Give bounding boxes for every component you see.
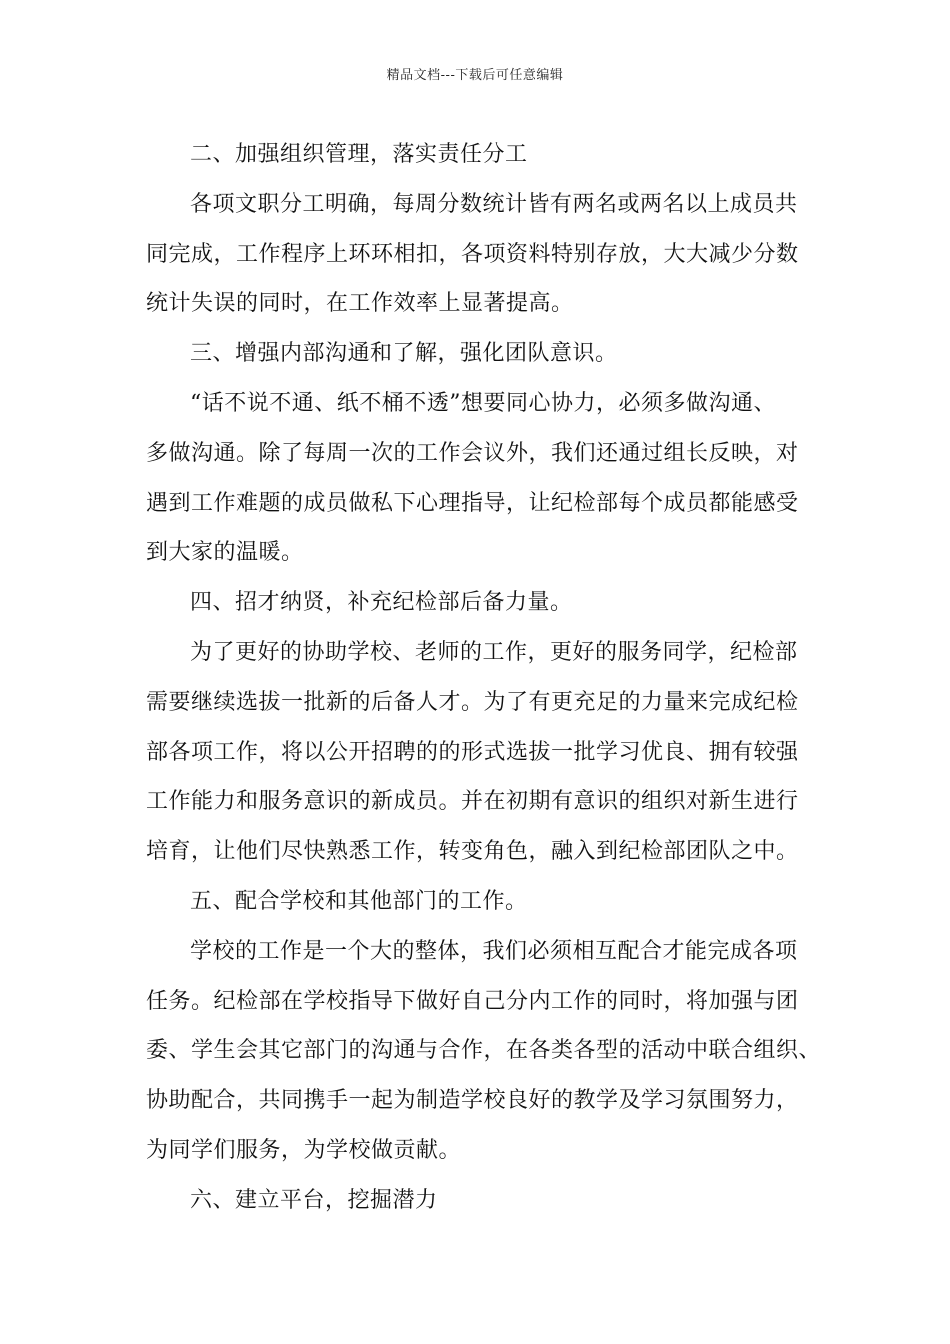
text-line: 同完成，工作程序上环环相扣，各项资料特别存放，大大减少分数 — [146, 241, 799, 267]
text-line: 各项文职分工明确，每周分数统计皆有两名或两名以上成员共 — [190, 191, 798, 217]
text-line: 统计失误的同时，在工作效率上显著提高。 — [146, 291, 574, 317]
text-line: 五、配合学校和其他部门的工作。 — [190, 888, 528, 914]
text-line: “话不说不通、纸不桶不透”想要同心协力，必须多做沟通、 — [190, 390, 776, 416]
text-line: 培育，让他们尽快熟悉工作，转变角色，融入到纪检部团队之中。 — [146, 839, 799, 865]
page-header: 精品文档---下载后可任意编辑 — [386, 68, 564, 83]
text-line: 工作能力和服务意识的新成员。并在初期有意识的组织对新生进行 — [146, 789, 799, 815]
text-line: 遇到工作难题的成员做私下心理指导，让纪检部每个成员都能感受 — [146, 490, 799, 516]
text-line: 任务。纪检部在学校指导下做好自己分内工作的同时，将加强与团 — [146, 988, 799, 1014]
text-line: 三、增强内部沟通和了解，强化团队意识。 — [190, 341, 618, 367]
document-body — [146, 130, 822, 1226]
text-line: 为同学们服务，为学校做贡献。 — [146, 1137, 462, 1163]
text-line: 为了更好的协助学校、老师的工作，更好的服务同学，纪检部 — [190, 639, 798, 665]
text-line: 学校的工作是一个大的整体，我们必须相互配合才能完成各项 — [190, 938, 798, 964]
text-line: 部各项工作，将以公开招聘的的形式选拔一批学习优良、拥有较强 — [146, 739, 799, 765]
text-line: 四、招才纳贤，补充纪检部后备力量。 — [190, 590, 573, 616]
text-line: 六、建立平台，挖掘潜力 — [190, 1187, 438, 1213]
text-line: 委、学生会其它部门的沟通与合作，在各类各型的活动中联合组织、 — [146, 1038, 822, 1064]
text-line: 到大家的温暖。 — [146, 540, 304, 566]
text-line: 协助配合，共同携手一起为制造学校良好的教学及学习氛围努力， — [146, 1088, 799, 1114]
text-line: 需要继续选拔一批新的后备人才。为了有更充足的力量来完成纪检 — [146, 689, 799, 715]
text-line: 多做沟通。除了每周一次的工作会议外，我们还通过组长反映，对 — [146, 440, 799, 466]
text-line: 二、加强组织管理，落实责任分工 — [190, 142, 528, 167]
